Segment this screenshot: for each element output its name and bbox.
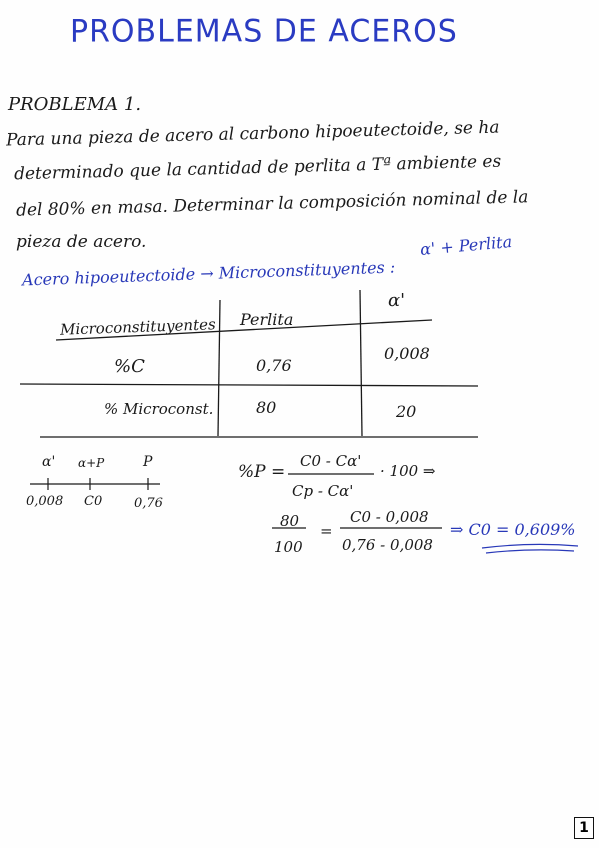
- page-title: PROBLEMAS DE ACEROS: [70, 13, 458, 50]
- phase-label-alpha-perlita: α+P: [78, 456, 105, 470]
- phase-label-perlita: P: [143, 454, 153, 470]
- solution-intro: Acero hipoeutectoide → Microconstituyentes :: [21, 257, 396, 290]
- phase-label-alpha: α': [42, 454, 56, 470]
- statement-line-3: del 80% en masa. Determinar la composición nominal de la: [15, 187, 529, 221]
- formula2-lhs-numerator: 80: [280, 512, 300, 530]
- formula2-denominator: 0,76 - 0,008: [342, 536, 433, 554]
- formula2-numerator: C0 - 0,008: [350, 508, 429, 526]
- table-header-perlita: Perlita: [240, 310, 294, 329]
- statement-line-2: determinado que la cantidad de perlita a Tª ambiente es: [13, 151, 502, 185]
- formula1-denominator: Cp - Cα': [292, 482, 354, 500]
- formula2-result: ⇒ C0 = 0,609%: [450, 520, 576, 539]
- formula1-lhs: %P =: [238, 462, 286, 482]
- formula2-equals: =: [320, 522, 333, 540]
- statement-line-4: pieza de acero.: [16, 232, 147, 252]
- problem-heading: PROBLEMA 1.: [8, 94, 142, 115]
- formula1-rhs: · 100 ⇒: [380, 462, 436, 480]
- table-cell-microconst-label: % Microconst.: [104, 400, 214, 418]
- table-cell-carbon-alpha: 0,008: [384, 344, 430, 363]
- formula2-lhs-denominator: 100: [274, 538, 303, 556]
- statement-line-1: Para una pieza de acero al carbono hipoeutectoide, se ha: [5, 117, 500, 151]
- table-cell-microconst-perlita: 80: [256, 398, 277, 417]
- table-header-microconstituents: Microconstituyentes: [59, 315, 216, 339]
- phase-value-alpha: 0,008: [26, 494, 64, 509]
- table-cell-carbon-label: %C: [114, 356, 145, 377]
- formula1-numerator: C0 - Cα': [300, 452, 362, 470]
- solution-intro-constituents: α' + Perlita: [419, 232, 513, 259]
- page-number: 1: [574, 817, 594, 839]
- phase-value-perlita: 0,76: [134, 496, 163, 511]
- phase-value-c0: C0: [84, 494, 103, 509]
- table-header-alpha: α': [388, 290, 406, 311]
- table-cell-carbon-perlita: 0,76: [256, 356, 292, 375]
- table-cell-microconst-alpha: 20: [396, 402, 417, 421]
